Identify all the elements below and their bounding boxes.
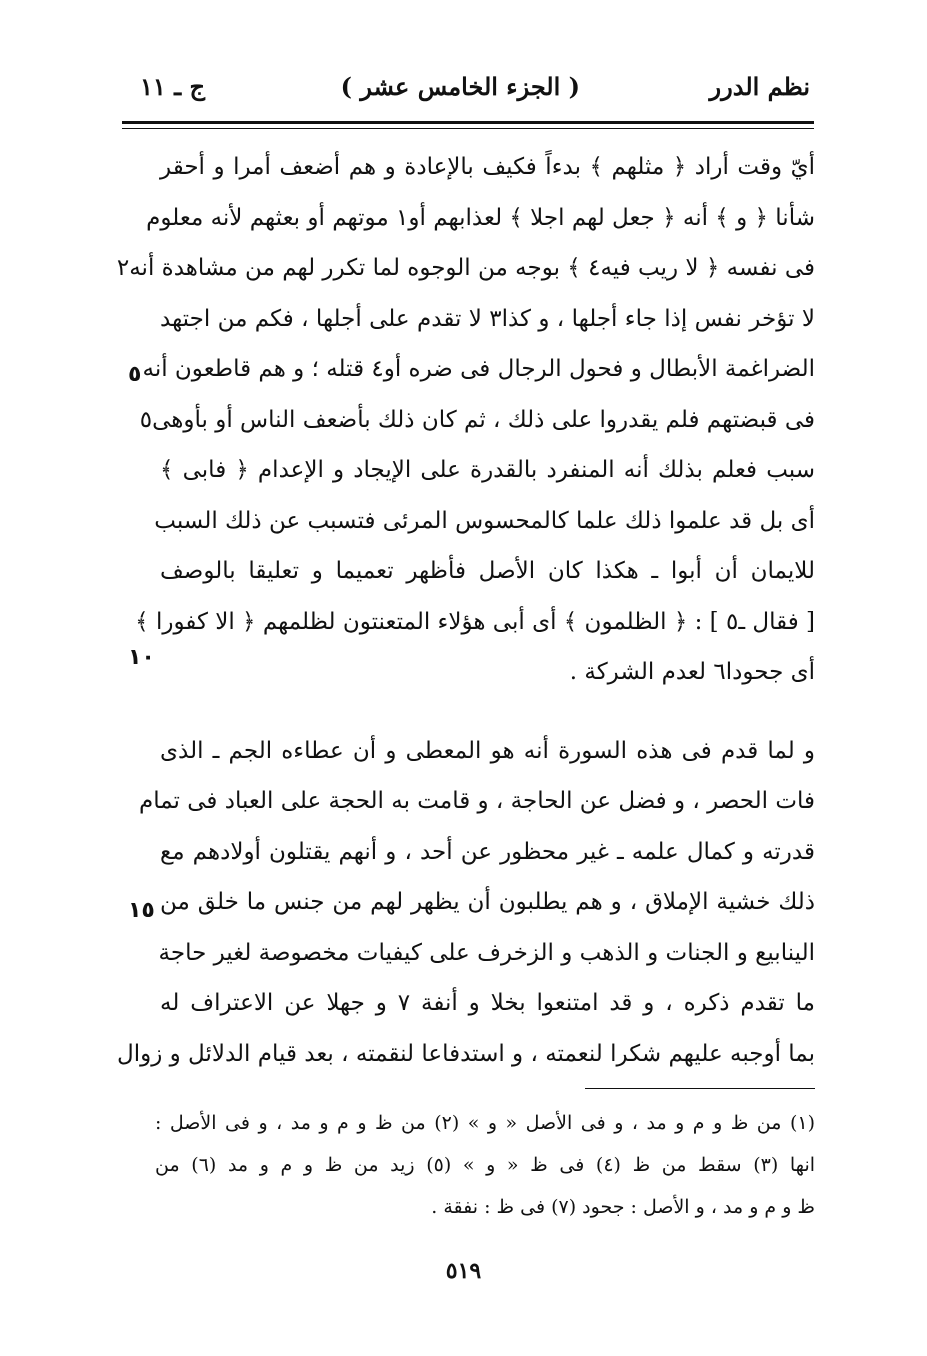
volume-label: ج ـ ١١ bbox=[140, 72, 206, 101]
text-line: الضراغمة الأبطال و فحول الرجال فى ضره أو٤ قتله ؛ و هم قاطعون أنه bbox=[142, 356, 815, 382]
header-rule-thick bbox=[122, 121, 814, 124]
running-header bbox=[140, 72, 810, 112]
text-line: فى قبضتهم فلم يقدروا على ذلك ، ثم كان ذلك بأضعف الناس أو بأوهى٥ bbox=[139, 406, 815, 433]
text-line: الينابيع و الجنات و الذهب و الزخرف على كيفيات مخصوصة لغير حاجة bbox=[158, 939, 815, 966]
text-line: ذلك خشية الإملاق ، و هم يطلبون أن يظهر لهم من جنس ما خلق من bbox=[160, 889, 815, 915]
text-line: شأنا ﴿ و ﴾ أنه ﴿ جعل لهم اجلا ﴾ لعذابهم أو١ موتهم أو بعثهم لأنه معلوم bbox=[146, 204, 815, 231]
text-line: سبب فعلم بذلك أنه المنفرد بالقدرة على الإيجاد و الإعدام ﴿ فابى ﴾ bbox=[160, 457, 815, 483]
text-line: فى نفسه ﴿ لا ريب فيه٤ ﴾ بوجه من الوجوه لما تكرر لهم من مشاهدة أنه٢ bbox=[116, 255, 815, 281]
line-number-15: ١٥ bbox=[128, 898, 155, 923]
text-line: أيّ وقت أراد ﴿ مثلهم ﴾ بدءاً فكيف بالإعادة و هم أضعف أمرا و أحقر bbox=[160, 154, 815, 180]
page-number: ٥١٩ bbox=[445, 1258, 482, 1284]
footnote-line: (١) من ظ و م و مد ، و فى الأصل « و » (٢) من ظ و م و مد ، و فى الأصل : bbox=[155, 1112, 815, 1134]
text-line: فات الحصر ، و فضل عن الحاجة ، و قامت به الحجة على العباد فى تمام bbox=[138, 788, 815, 814]
text-line: لا تؤخر نفس إذا جاء أجلها ، و كذا٣ لا تقدم على أجلها ، فكم من اجتهد bbox=[160, 305, 815, 332]
text-line: للايمان أن أبوا ـ هكذا كان الأصل فأظهر تعميما و تعليقا بالوصف bbox=[160, 558, 815, 584]
line-number-5: ٥ bbox=[128, 362, 142, 387]
text-line: [ فقال ـ٥ ] : ﴿ الظلمون ﴾ أى أبى هؤلاء المتعنتون لظلمهم ﴿ الا كفورا ﴾ bbox=[135, 608, 815, 635]
text-line: بما أوجبه عليهم شكرا لنعمته ، و استدفاعا لنقمته ، بعد قيام الدلائل و زوال bbox=[117, 1040, 815, 1067]
footnote-line: ظ و م و مد ، و الأصل : جحود (٧) فى ظ : نفقة . bbox=[431, 1196, 815, 1218]
footnote-line: انها (٣) سقط من ظ (٤) فى ظ « و » (٥) زيد من ظ و م و مد (٦) من bbox=[155, 1154, 816, 1176]
header-rule-thin bbox=[122, 128, 814, 129]
book-title: نظم الدرر bbox=[709, 72, 810, 101]
footnote-rule bbox=[585, 1088, 815, 1089]
paragraph-gap bbox=[160, 698, 815, 726]
text-line: قدرته و كمال علمه ـ غير محظور عن أحد ، و أنهم يقتلون أولادهم مع bbox=[160, 838, 815, 865]
line-number-10: ١٠ bbox=[128, 645, 155, 670]
text-line: ما تقدم ذكره ، و قد امتنعوا بخلا و أنفة ٧ و جهلا عن الاعتراف له bbox=[160, 990, 815, 1016]
text-line: أى جحودا٦ لعدم الشركة . bbox=[569, 659, 815, 685]
footnotes bbox=[155, 1102, 815, 1228]
text-line: أى بل قد علموا ذلك علما كالمحسوس المرئى فتسبب عن ذلك السبب bbox=[154, 507, 815, 534]
part-label: ( الجزء الخامس عشر ) bbox=[340, 72, 580, 101]
text-line: و لما قدم فى هذه السورة أنه هو المعطى و أن عطاءه الجم ـ الذى bbox=[160, 737, 815, 764]
